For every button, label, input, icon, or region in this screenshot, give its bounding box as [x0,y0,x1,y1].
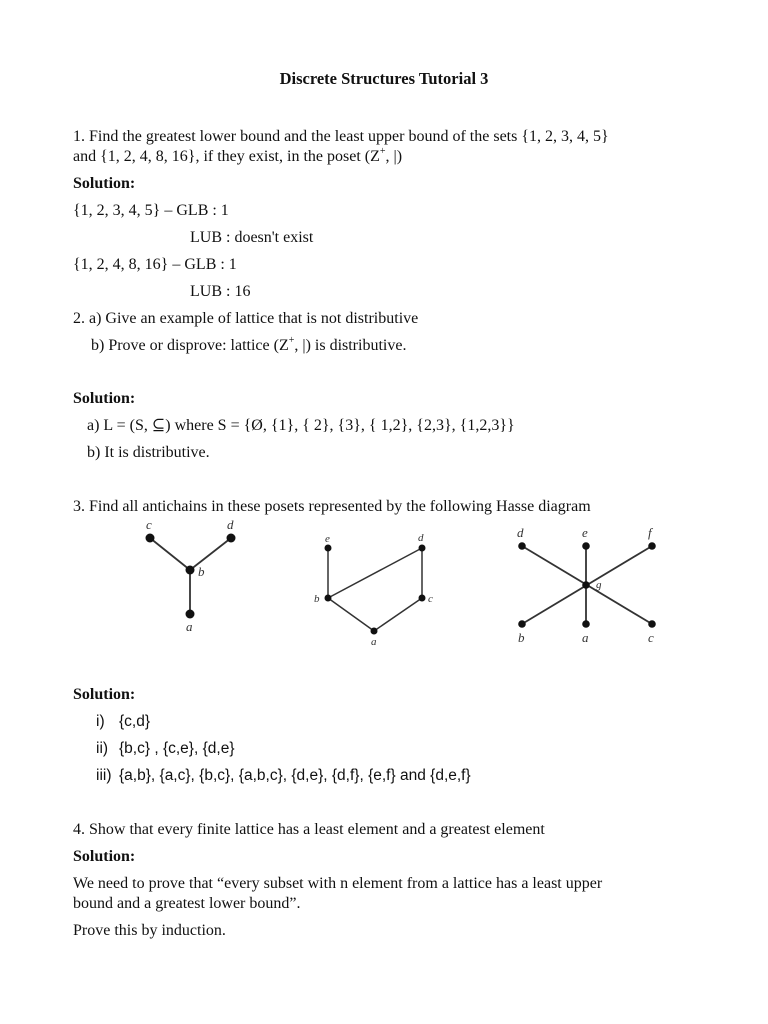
q3-answer-3-text: {a,b}, {a,c}, {b,c}, {a,b,c}, {d,e}, {d,f}, {e,f} and {d,e,f} [119,767,471,784]
q1-line2-pre: and {1, 2, 4, 8, 16}, if they exist, in the poset (Z [73,148,380,165]
q3-answer-1-text: {c,d} [119,713,151,730]
label-d: d [517,525,524,540]
hasse-diagram-3 [505,522,665,648]
q1-set1-glb: {1, 2, 3, 4, 5} – GLB : 1 [73,202,229,219]
label-c: c [146,517,152,532]
node-e [325,545,332,552]
hasse-diagram-1 [135,514,245,636]
node-a [371,628,378,635]
q1-set2-glb: {1, 2, 4, 8, 16} – GLB : 1 [73,256,237,273]
node-b [186,566,195,575]
label-c: c [428,593,433,605]
label-a: a [371,636,377,648]
q1-text-line1: 1. Find the greatest lower bound and the least upper bound of the sets {1, 2, 3, 4, 5} [73,128,609,145]
q2-part-a: 2. a) Give an example of lattice that is not distributive [73,310,419,327]
label-c: c [648,630,654,645]
label-d: d [227,517,234,532]
q3-answer-1 [96,712,105,732]
node-c [648,620,656,628]
q2-solution-a: a) L = (S, ⊆) where S = {Ø, {1}, { 2}, {3}, { 1,2}, {2,3}, {1,2,3}} [87,417,515,434]
label-b: b [198,564,205,579]
node-d [227,534,236,543]
node-b [325,595,332,602]
q3-answer-2-text: {b,c} , {c,e}, {d,e} [119,740,235,757]
q4-solution-label: Solution: [73,848,136,865]
node-f [648,542,656,550]
node-e [582,542,590,550]
q4-question: 4. Show that every finite lattice has a least element and a greatest element [73,821,545,838]
q2-superscript: + [288,334,295,346]
answer-number: i) [96,713,105,730]
node-d [419,545,426,552]
label-d: d [418,532,424,544]
label-e: e [325,533,330,545]
q1-set2-lub: LUB : 16 [190,283,251,300]
label-e: e [582,525,588,540]
q4-solution-line1: We need to prove that “every subset with n element from a lattice has a least upper [73,875,603,892]
q1-text-line2 [73,147,402,167]
q2-b-post: , |) is distributive. [294,337,407,354]
q2-solution-b: b) It is distributive. [87,444,210,461]
node-g [582,581,590,589]
node-c [146,534,155,543]
node-c [419,595,426,602]
q1-line2-post: , |) [385,148,403,165]
label-f: f [648,525,652,540]
answer-number: ii) [96,740,109,757]
label-b: b [314,593,320,605]
label-a: a [582,630,589,645]
q1-solution-label: Solution: [73,175,136,192]
q4-solution-line3: Prove this by induction. [73,922,226,939]
q1-superscript: + [379,145,386,157]
q2-part-b [91,336,406,356]
q3-solution-label: Solution: [73,686,136,703]
node-a [186,610,195,619]
label-g: g [596,579,602,591]
label-a: a [186,619,193,634]
hasse-diagram-2 [305,528,445,648]
q2-b-pre: b) Prove or disprove: lattice (Z [91,337,289,354]
q4-solution-line2: bound and a greatest lower bound”. [73,895,301,912]
page-title: Discrete Structures Tutorial 3 [279,69,489,88]
node-a [582,620,590,628]
node-d [518,542,526,550]
q1-set1-lub: LUB : doesn't exist [190,229,314,246]
answer-number: iii) [96,767,112,784]
q3-question: 3. Find all antichains in these posets represented by the following Hasse diagram [73,498,591,515]
q3-answer-2 [96,739,108,759]
label-b: b [518,630,525,645]
node-b [518,620,526,628]
q2-solution-label: Solution: [73,390,136,407]
q3-answer-3 [96,766,112,786]
